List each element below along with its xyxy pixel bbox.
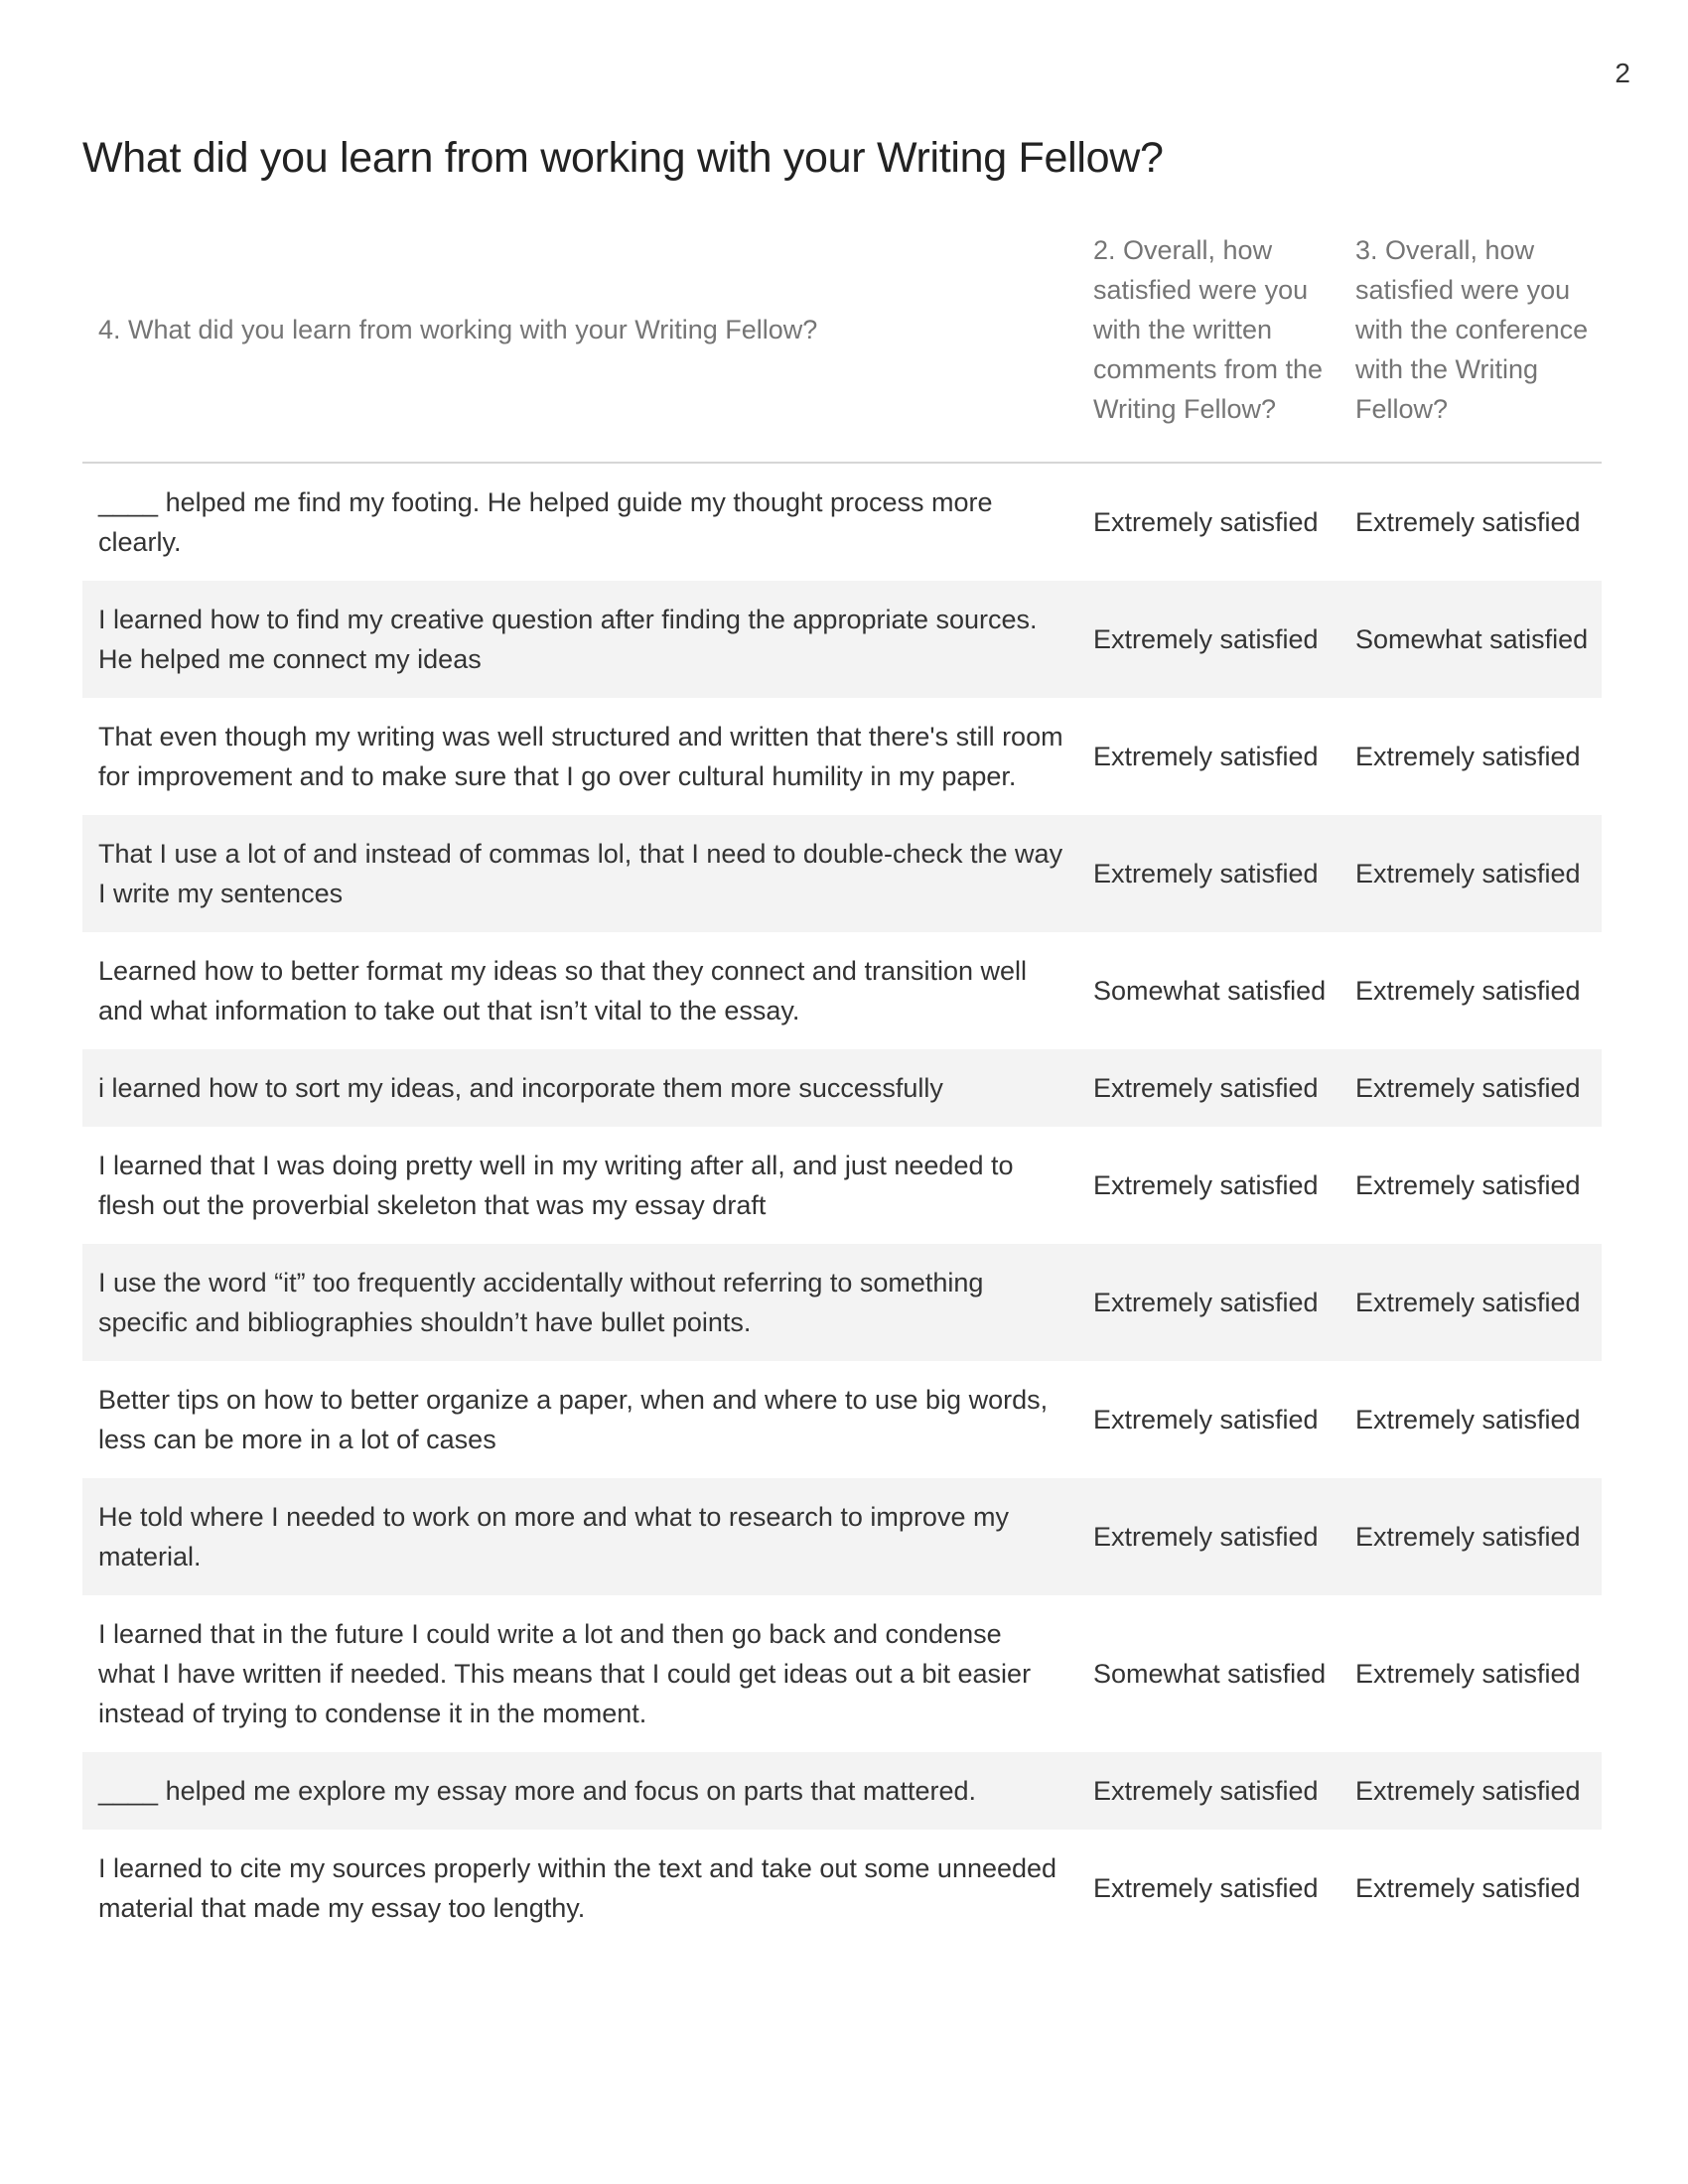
response-cell: He told where I needed to work on more and what to research to improve my material. (82, 1478, 1077, 1595)
table-row (82, 1244, 1602, 1361)
response-cell: Learned how to better format my ideas so that they connect and transition well and what information to take out that isn’t vital to the essay. (98, 956, 1028, 1025)
table-header-row (82, 204, 1602, 463)
comments-satisfaction-cell: Extremely satisfied (1077, 815, 1345, 932)
conference-satisfaction-cell: Extremely satisfied (1345, 1478, 1602, 1595)
conference-satisfaction-cell: Extremely satisfied (1355, 507, 1581, 537)
response-cell: That I use a lot of and instead of commas lol, that I need to double-check the way I write my sentences (82, 815, 1077, 932)
conference-satisfaction-cell: Extremely satisfied (1355, 1405, 1581, 1434)
table-row (82, 581, 1602, 698)
comments-satisfaction-cell: Extremely satisfied (1093, 1170, 1319, 1200)
table-row (82, 1049, 1602, 1127)
conference-satisfaction-cell: Extremely satisfied (1355, 742, 1581, 771)
conference-satisfaction-cell: Extremely satisfied (1345, 1244, 1602, 1361)
comments-satisfaction-cell: Extremely satisfied (1077, 1244, 1345, 1361)
conference-satisfaction-cell: Extremely satisfied (1355, 976, 1581, 1006)
comments-satisfaction-cell: Extremely satisfied (1093, 1873, 1319, 1903)
response-cell: i learned how to sort my ideas, and incorporate them more successfully (82, 1049, 1077, 1127)
comments-satisfaction-cell: Extremely satisfied (1093, 1405, 1319, 1434)
column-header-conference: 3. Overall, how satisfied were you with the conference with the Writing Fellow? (1345, 204, 1602, 463)
table-row (82, 1127, 1602, 1244)
column-header-learned: 4. What did you learn from working with your Writing Fellow? (82, 204, 1077, 463)
comments-satisfaction-cell: Extremely satisfied (1077, 1752, 1345, 1830)
table-row (82, 698, 1602, 815)
page-number: 2 (1615, 58, 1630, 88)
conference-satisfaction-cell: Somewhat satisfied (1345, 581, 1602, 698)
table-row (82, 815, 1602, 932)
comments-satisfaction-cell: Extremely satisfied (1077, 581, 1345, 698)
table-row (82, 1830, 1602, 1947)
comments-satisfaction-cell: Extremely satisfied (1077, 1049, 1345, 1127)
comments-satisfaction-cell: Extremely satisfied (1093, 742, 1319, 771)
comments-satisfaction-cell: Somewhat satisfied (1093, 976, 1327, 1006)
table-row (82, 1752, 1602, 1830)
response-cell: ____ helped me explore my essay more and focus on parts that mattered. (82, 1752, 1077, 1830)
table-row (82, 1361, 1602, 1478)
response-cell: I learned how to find my creative question after finding the appropriate sources. He helped me connect my ideas (82, 581, 1077, 698)
conference-satisfaction-cell: Extremely satisfied (1345, 1752, 1602, 1830)
comments-satisfaction-cell: Extremely satisfied (1093, 507, 1319, 537)
responses-table (82, 204, 1602, 1947)
table-row (82, 463, 1602, 581)
conference-satisfaction-cell: Extremely satisfied (1345, 815, 1602, 932)
column-header-written-comments: 2. Overall, how satisfied were you with the written comments from the Writing Fellow? (1077, 204, 1345, 463)
response-cell: I learned to cite my sources properly within the text and take out some unneeded material that made my essay too lengthy. (98, 1853, 1057, 1923)
response-cell: I use the word “it” too frequently accidentally without referring to something specific and bibliographies shouldn’t have bullet points. (82, 1244, 1077, 1361)
conference-satisfaction-cell: Extremely satisfied (1355, 1170, 1581, 1200)
response-cell: ____ helped me find my footing. He helped guide my thought process more clearly. (98, 487, 993, 557)
conference-satisfaction-cell: Extremely satisfied (1355, 1873, 1581, 1903)
response-cell: I learned that in the future I could write a lot and then go back and condense what I have written if needed. This means that I could get ideas out a bit easier instead of trying to condense it in the moment. (98, 1619, 1032, 1728)
table-row (82, 1478, 1602, 1595)
conference-satisfaction-cell: Extremely satisfied (1345, 1049, 1602, 1127)
comments-satisfaction-cell: Somewhat satisfied (1093, 1659, 1327, 1689)
conference-satisfaction-cell: Extremely satisfied (1355, 1659, 1581, 1689)
response-cell: Better tips on how to better organize a paper, when and where to use big words, less can be more in a lot of cases (98, 1385, 1049, 1454)
table-row (82, 1595, 1602, 1752)
response-cell: I learned that I was doing pretty well in my writing after all, and just needed to flesh out the proverbial skeleton that was my essay draft (98, 1151, 1014, 1220)
table-row (82, 932, 1602, 1049)
page-title: What did you learn from working with your Writing Fellow? (82, 134, 1164, 182)
response-cell: That even though my writing was well structured and written that there's still room for improvement and to make sure that I go over cultural humility in my paper. (98, 722, 1063, 791)
comments-satisfaction-cell: Extremely satisfied (1077, 1478, 1345, 1595)
